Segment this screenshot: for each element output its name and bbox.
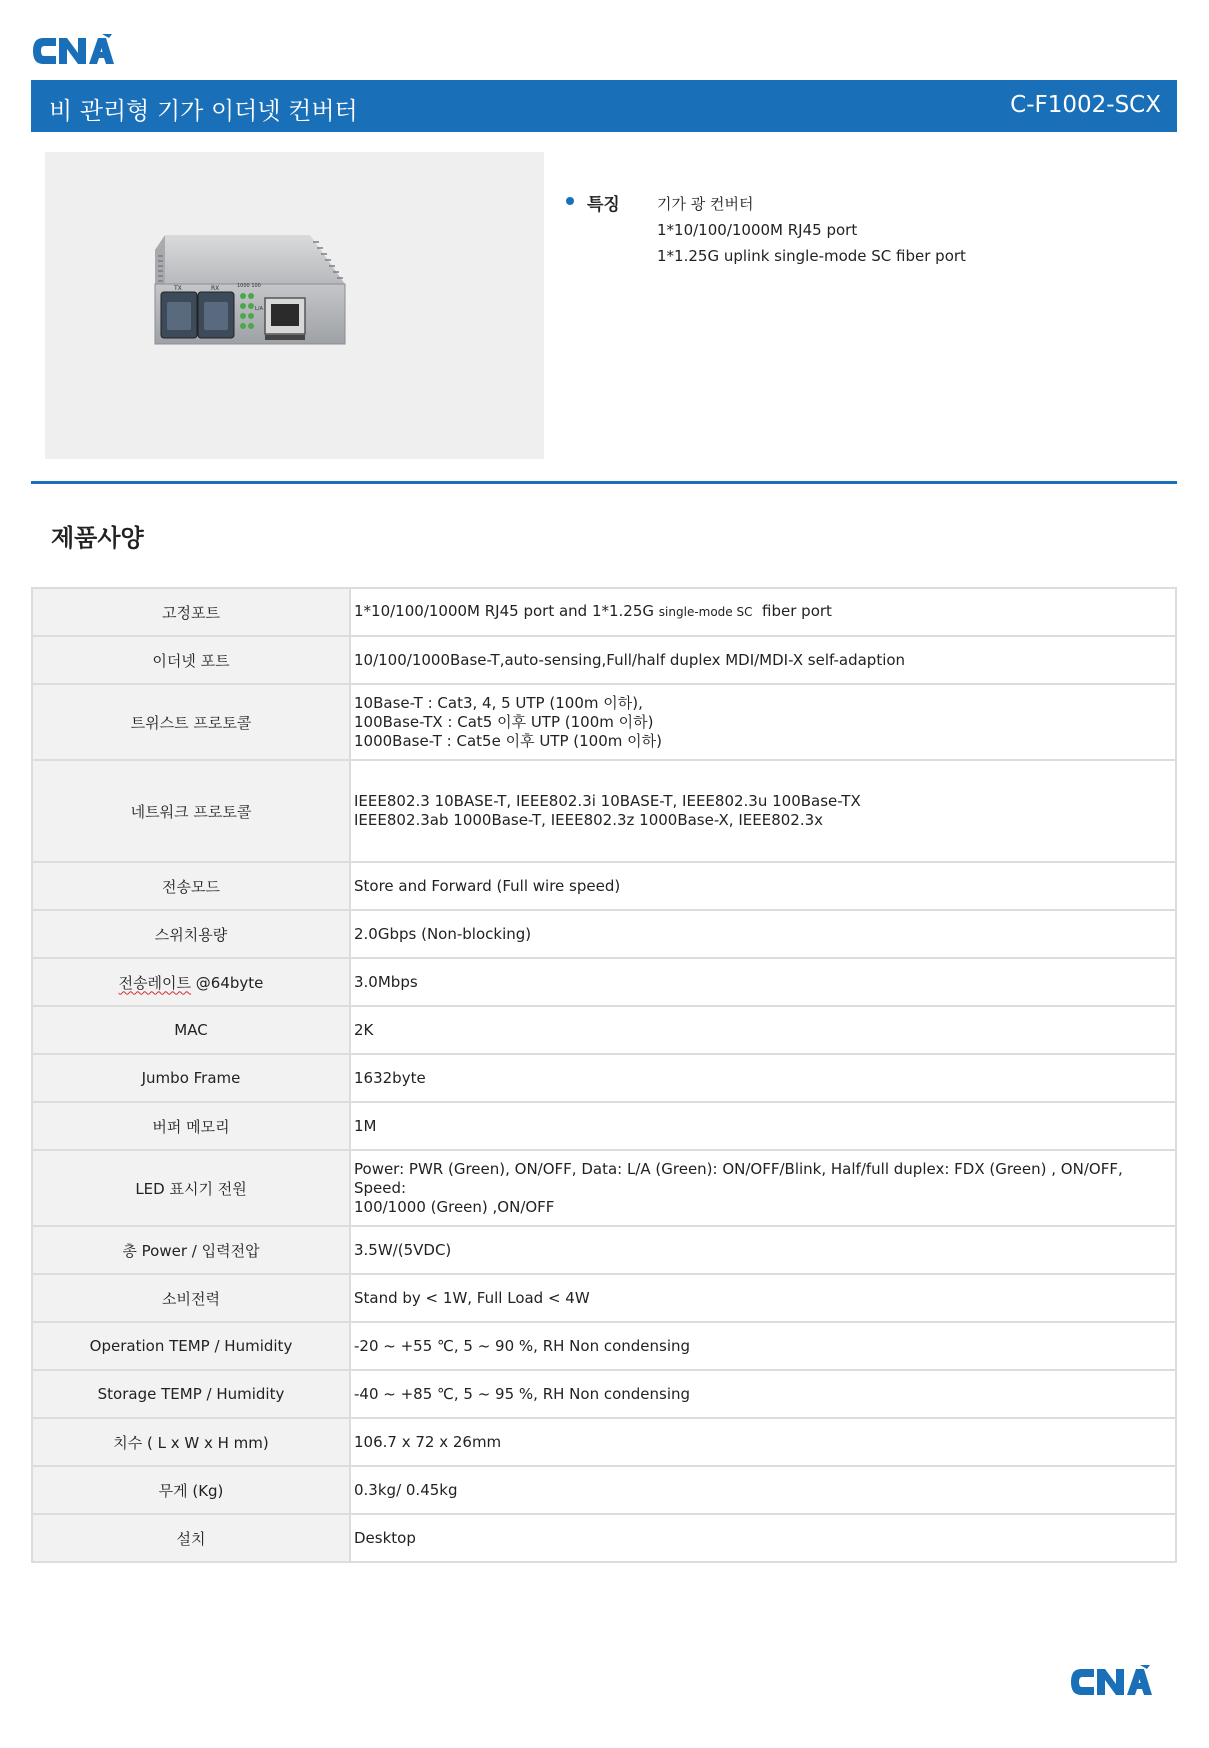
- features-label: 특징: [587, 195, 620, 215]
- table-row: [32, 1514, 1176, 1562]
- spec-table: [31, 587, 1177, 1563]
- table-row: [32, 1150, 1176, 1226]
- table-row: [32, 1226, 1176, 1274]
- table-row: [32, 1322, 1176, 1370]
- spec-value: -20 ~ +55 ℃, 5 ~ 90 %, RH Non condensing: [350, 1322, 1176, 1370]
- title-bar: [31, 80, 1177, 132]
- spec-value: 106.7 x 72 x 26mm: [350, 1418, 1176, 1466]
- la-label: L/A: [255, 306, 263, 312]
- speed-label: 1000 100: [237, 283, 261, 289]
- spec-value: Store and Forward (Full wire speed): [350, 862, 1176, 910]
- feature-line: 1*1.25G uplink single-mode SC fiber port: [657, 247, 966, 265]
- spec-key: 전송레이트 @64byte: [32, 958, 350, 1006]
- feature-line: 기가 광 컨버터: [657, 195, 754, 213]
- brand-logo-footer: [1068, 1663, 1153, 1701]
- spec-value: 2K: [350, 1006, 1176, 1054]
- spec-key: 스위치용량: [32, 910, 350, 958]
- product-photo: [45, 152, 544, 459]
- rx-label: RX: [211, 285, 220, 292]
- table-row: [32, 1054, 1176, 1102]
- spec-value: 2.0Gbps (Non-blocking): [350, 910, 1176, 958]
- table-row: [32, 910, 1176, 958]
- bullet-icon: [566, 197, 574, 205]
- spec-key: 설치: [32, 1514, 350, 1562]
- media-converter-illustration: [45, 152, 544, 459]
- spec-value: 0.3kg/ 0.45kg: [350, 1466, 1176, 1514]
- spec-key: Storage TEMP / Humidity: [32, 1370, 350, 1418]
- spec-key: 총 Power / 입력전압: [32, 1226, 350, 1274]
- spec-key: LED 표시기 전원: [32, 1150, 350, 1226]
- spec-key: 소비전력: [32, 1274, 350, 1322]
- spec-key: 전송모드: [32, 862, 350, 910]
- spec-value: Stand by < 1W, Full Load < 4W: [350, 1274, 1176, 1322]
- spec-value: Power: PWR (Green), ON/OFF, Data: L/A (Green): ON/OFF/Blink, Half/full duplex: FDX (Green) , ON/OFF, Speed: 100/1000 (Green) ,ON/OFF: [350, 1150, 1176, 1226]
- table-row: [32, 1274, 1176, 1322]
- spec-value: 1632byte: [350, 1054, 1176, 1102]
- spec-key: 트위스트 프로토콜: [32, 684, 350, 760]
- spec-value: -40 ~ +85 ℃, 5 ~ 95 %, RH Non condensing: [350, 1370, 1176, 1418]
- spec-key: 무게 (Kg): [32, 1466, 350, 1514]
- spec-value: IEEE802.3 10BASE-T, IEEE802.3i 10BASE-T, IEEE802.3u 100Base-TX IEEE802.3ab 1000Base-T, IEEE802.3z 1000Base-X, IEEE802.3x: [350, 760, 1176, 862]
- spec-key: 고정포트: [32, 588, 350, 636]
- model-number: C-F1002-SCX: [1010, 92, 1161, 118]
- table-row: [32, 1418, 1176, 1466]
- spec-value: 10/100/1000Base-T,auto-sensing,Full/half duplex MDI/MDI-X self-adaption: [350, 636, 1176, 684]
- specs-title: 제품사양: [51, 524, 144, 552]
- spec-key: Jumbo Frame: [32, 1054, 350, 1102]
- spec-value: Desktop: [350, 1514, 1176, 1562]
- table-row: [32, 684, 1176, 760]
- table-row: [32, 1006, 1176, 1054]
- table-row: [32, 1370, 1176, 1418]
- table-row: [32, 636, 1176, 684]
- spec-value: 3.5W/(5VDC): [350, 1226, 1176, 1274]
- spec-value: 3.0Mbps: [350, 958, 1176, 1006]
- spec-key: Operation TEMP / Humidity: [32, 1322, 350, 1370]
- features-list: [657, 191, 966, 269]
- table-row: [32, 760, 1176, 862]
- table-row: [32, 958, 1176, 1006]
- cna-logo-mark: [30, 32, 115, 70]
- table-row: [32, 862, 1176, 910]
- features-block: [566, 190, 1166, 280]
- spec-key: 이더넷 포트: [32, 636, 350, 684]
- spec-key: 네트워크 프로토콜: [32, 760, 350, 862]
- table-row: [32, 588, 1176, 636]
- cna-logo-mark: [1068, 1663, 1153, 1701]
- product-title: 비 관리형 기가 이더넷 컨버터: [49, 97, 358, 125]
- spec-key: 버퍼 메모리: [32, 1102, 350, 1150]
- spec-key: MAC: [32, 1006, 350, 1054]
- spec-value: 1M: [350, 1102, 1176, 1150]
- spec-value: 10Base-T : Cat3, 4, 5 UTP (100m 이하), 100Base-TX : Cat5 이후 UTP (100m 이하) 1000Base-T : Cat5e 이후 UTP (100m 이하): [350, 684, 1176, 760]
- feature-line: 1*10/100/1000M RJ45 port: [657, 221, 858, 239]
- table-row: [32, 1466, 1176, 1514]
- tx-label: TX: [174, 285, 182, 292]
- table-row: [32, 1102, 1176, 1150]
- section-divider: [31, 481, 1177, 484]
- spec-key: 치수 ( L x W x H mm): [32, 1418, 350, 1466]
- spec-value: 1*10/100/1000M RJ45 port and 1*1.25G single-mode SC fiber port: [350, 588, 1176, 636]
- brand-logo: [30, 32, 115, 70]
